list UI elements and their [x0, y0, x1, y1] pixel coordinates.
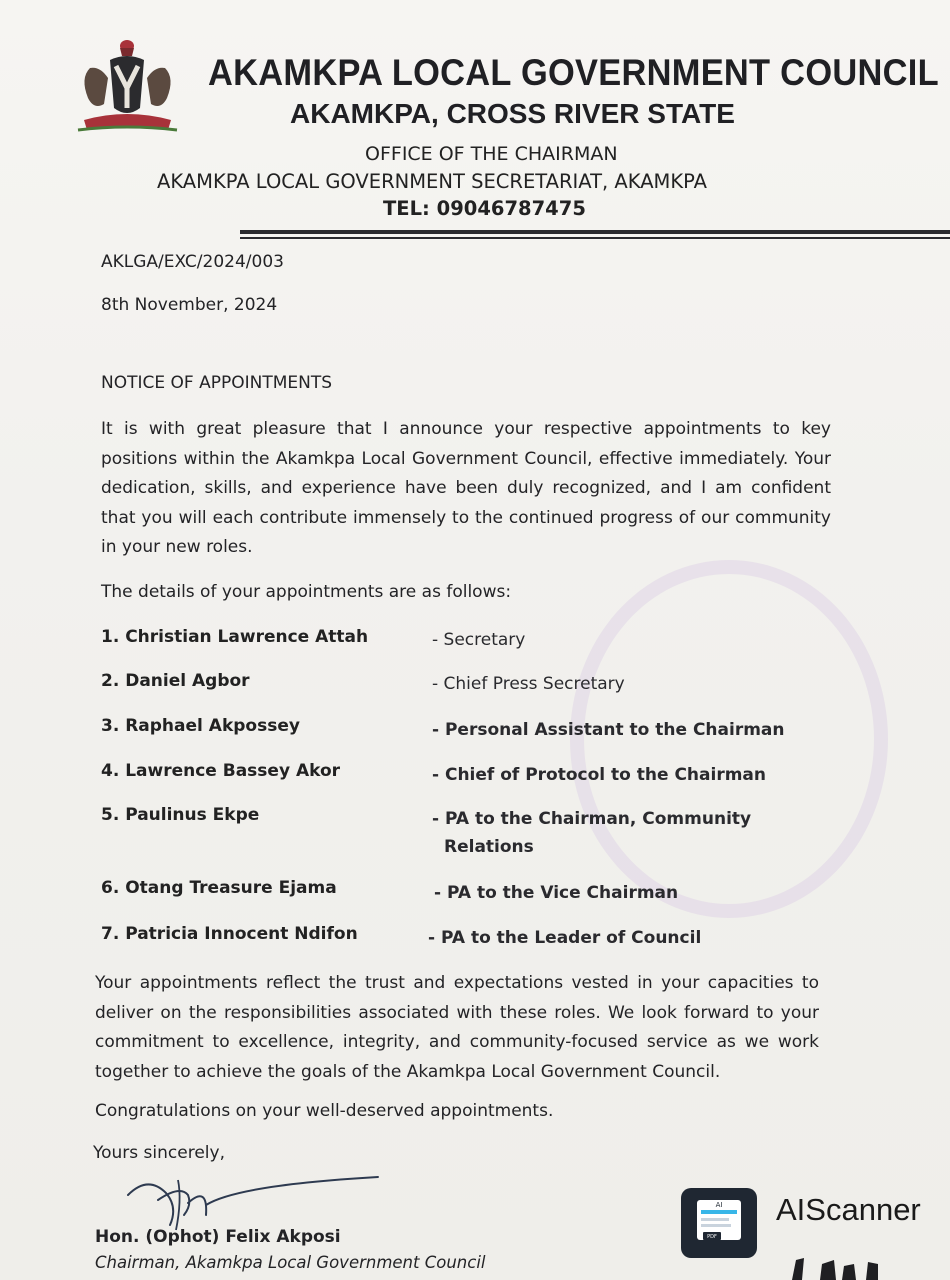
- appointee-name: 6. Otang Treasure Ejama: [101, 878, 337, 898]
- appointee-name: 1. Christian Lawrence Attah: [101, 627, 369, 647]
- appointee-role: - PA to the Chairman, Community: [432, 809, 752, 829]
- appointee-role: - Personal Assistant to the Chairman: [432, 720, 785, 740]
- intro-paragraph: It is with great pleasure that I announce your respective appointments to key positions within the Akamkpa Local Government Council, effective immediately. Your dedication, skills, and experience have been duly recognized, and I am confident that you will each contribute immensely to the continued progress of our community in your new roles.: [101, 419, 831, 557]
- partial-icons-row: [790, 1252, 880, 1280]
- appointee-role: - Chief of Protocol to the Chairman: [432, 765, 766, 785]
- letterhead-divider-thin: [240, 237, 950, 239]
- appointee-name: 2. Daniel Agbor: [101, 671, 250, 691]
- sign-off: Yours sincerely,: [93, 1143, 225, 1163]
- appointee-name: 3. Raphael Akpossey: [101, 716, 300, 736]
- coat-of-arms-icon: [70, 38, 185, 138]
- scanner-logo-label: AI: [715, 1201, 723, 1209]
- council-location: AKAMKPA, CROSS RIVER STATE: [290, 98, 735, 129]
- signatory-name: Hon. (Ophot) Felix Akposi: [95, 1227, 341, 1247]
- scanner-app-logo: [681, 1188, 757, 1258]
- scanner-logo-sublabel: PDF: [707, 1234, 717, 1240]
- office-address: AKAMKPA LOCAL GOVERNMENT SECRETARIAT, AKAMKPA: [157, 170, 708, 193]
- appointee-name: 7. Patricia Innocent Ndifon: [101, 924, 358, 944]
- office-title: OFFICE OF THE CHAIRMAN: [365, 143, 618, 165]
- council-name: AKAMKPA LOCAL GOVERNMENT COUNCIL: [208, 52, 939, 93]
- details-intro: The details of your appointments are as follows:: [101, 582, 512, 602]
- appointee-role: - PA to the Leader of Council: [428, 928, 702, 948]
- appointee-role-continued: Relations: [444, 837, 534, 857]
- signatory-title: Chairman, Akamkpa Local Government Council: [95, 1253, 486, 1272]
- appointee-role: - Secretary: [432, 630, 526, 650]
- office-telephone: TEL: 09046787475: [383, 197, 586, 220]
- handwritten-signature: [118, 1155, 398, 1235]
- letter-subject: NOTICE OF APPOINTMENTS: [101, 373, 333, 393]
- congratulations-line: Congratulations on your well-deserved appointments.: [95, 1101, 554, 1121]
- reference-number: AKLGA/EXC/2024/003: [101, 252, 284, 272]
- letterhead-divider: [240, 230, 950, 234]
- appointee-name: 5. Paulinus Ekpe: [101, 805, 260, 825]
- scanner-document-icon: [681, 1188, 757, 1258]
- appointee-name: 4. Lawrence Bassey Akor: [101, 761, 341, 781]
- closing-paragraph: Your appointments reflect the trust and expectations vested in your capacities to deliver on the responsibilities associated with these roles. We look forward to your commitment to excellence, integrity, and community-focused service as we work together to achieve the goals of the Akamkpa Local Government Council.: [95, 973, 819, 1082]
- appointee-role: - Chief Press Secretary: [432, 674, 625, 694]
- appointee-role: - PA to the Vice Chairman: [434, 883, 679, 903]
- scanner-app-name: AIScanner: [776, 1192, 921, 1227]
- letter-date: 8th November, 2024: [101, 295, 278, 315]
